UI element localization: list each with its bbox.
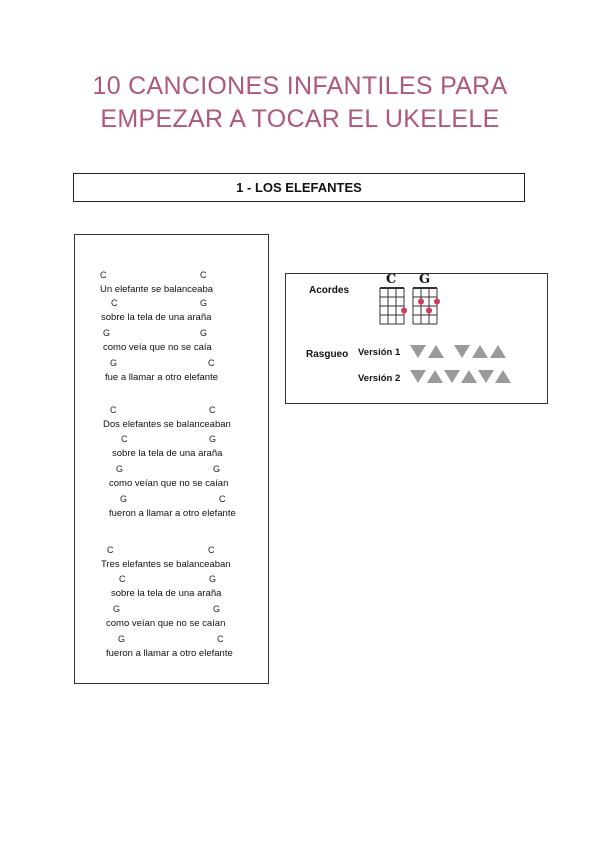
chord-symbol: G [118,634,126,644]
chord-symbol: C [100,270,107,280]
strum-up-arrow [472,345,488,358]
chord-name-g: G [419,272,431,287]
strum-down-arrow [410,345,426,358]
acordes-label: Acordes [309,285,350,296]
version-1-label: Versión 1 [358,347,401,358]
chord-symbol: C [217,634,224,644]
chord-symbol: G [200,328,208,338]
lyric-line: fue a llamar a otro elefante [105,372,219,383]
chord-symbol: C [107,545,114,555]
document-title [40,70,560,136]
strum-up-arrow [461,370,477,383]
chord-symbol: C [119,574,126,584]
strum-up-arrow [490,345,506,358]
finger-dot [418,299,424,305]
lyric-line: como veían que no se caían [109,478,229,489]
chord-symbol: C [200,270,207,280]
chord-symbol: C [121,434,128,444]
lyric-line: sobre la tela de una araña [111,588,222,599]
lyric-line: Tres elefantes se balanceaban [101,559,231,570]
lyric-line: sobre la tela de una araña [101,312,212,323]
chord-symbol: G [116,464,124,474]
chord-symbol: G [120,494,128,504]
chord-symbol: G [213,604,221,614]
lyric-line: como veía que no se caía [103,342,212,353]
lyric-line: fueron a llamar a otro elefante [106,648,233,659]
version-2-label: Versión 2 [358,373,401,384]
chord-symbol: G [113,604,121,614]
lyric-line: Dos elefantes se balanceaban [103,419,231,430]
chord-symbol: C [110,405,117,415]
finger-dot [434,299,440,305]
strum-pattern-1 [410,344,520,360]
lyrics-box [74,234,269,684]
strum-down-arrow [410,370,426,383]
chord-symbol: C [111,298,118,308]
finger-dots [401,308,407,314]
strum-down-arrow [454,345,470,358]
chord-symbol: C [208,545,215,555]
strum-up-arrow [427,370,443,383]
title-line-1: 10 CANCIONES INFANTILES PARA [92,72,508,100]
chord-symbol: G [213,464,221,474]
chord-symbol: G [209,434,217,444]
chord-name-c: C [386,272,397,287]
fretboard-grid [380,288,404,324]
strum-up-arrow [495,370,511,383]
finger-dot [426,308,432,314]
chord-diagram-c [378,286,406,328]
chord-symbol: G [110,358,118,368]
chords-panel [285,273,548,404]
finger-dot [401,308,407,314]
title-line-2: EMPEZAR A TOCAR EL UKELELE [100,105,500,133]
rasgueo-label: Rasgueo [306,349,349,360]
chord-symbol: G [200,298,208,308]
lyric-line: fueron a llamar a otro elefante [109,508,236,519]
strum-up-arrow [428,345,444,358]
lyric-line: como veían que no se caían [106,618,226,629]
song-heading: 1 - LOS ELEFANTES [73,173,525,202]
chord-symbol: G [103,328,111,338]
strum-down-arrow [478,370,494,383]
lyric-line: sobre la tela de una araña [112,448,223,459]
chord-symbol: C [209,405,216,415]
strum-down-arrow [444,370,460,383]
chord-symbol: G [209,574,217,584]
chord-symbol: C [219,494,226,504]
strum-pattern-2 [410,369,530,385]
chord-diagram-g [411,286,439,328]
fretboard-grid [413,288,437,324]
chord-symbol: C [208,358,215,368]
lyric-line: Un elefante se balanceaba [100,284,214,295]
